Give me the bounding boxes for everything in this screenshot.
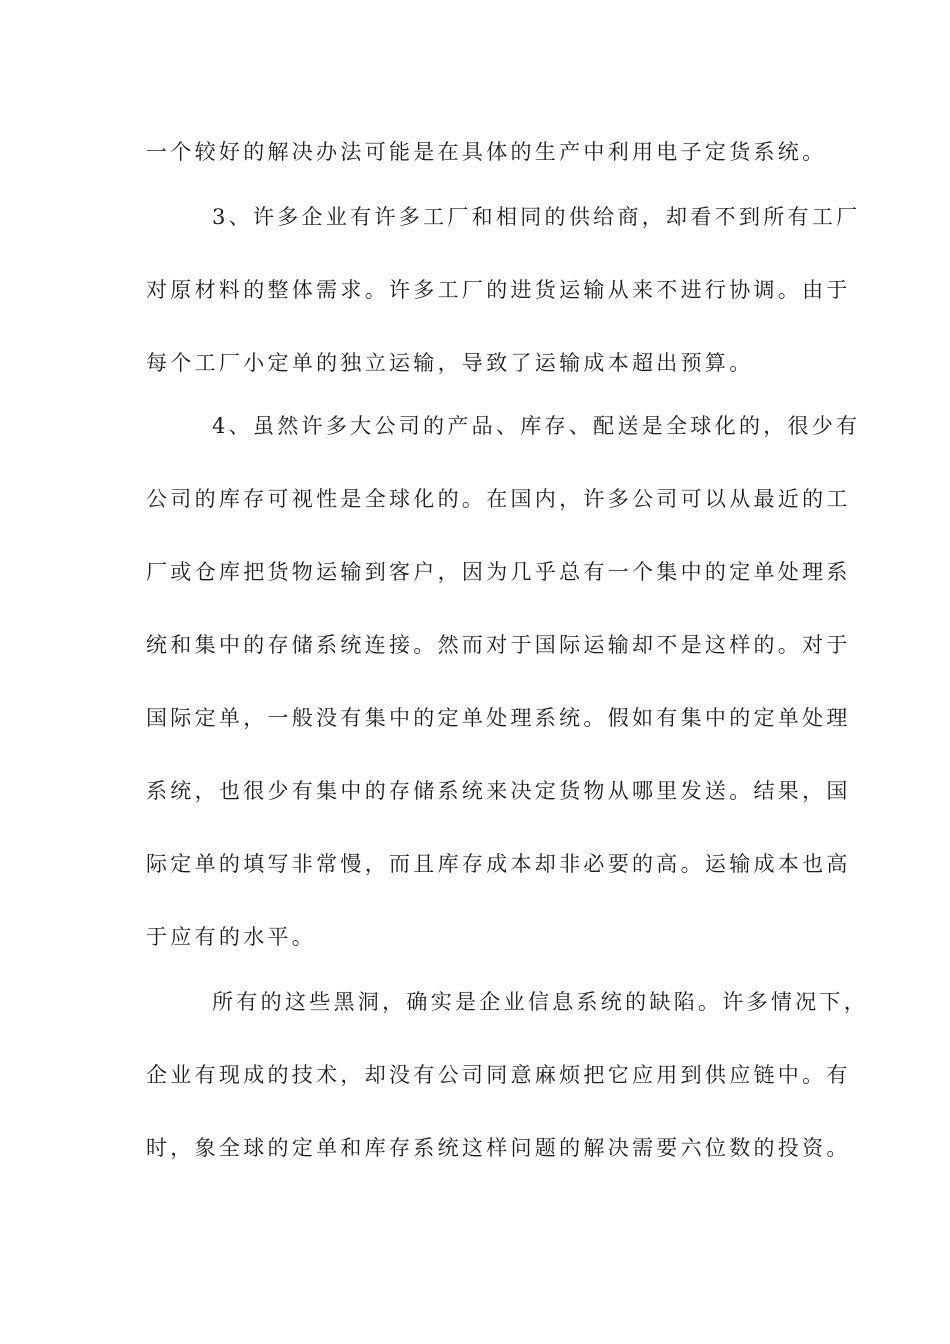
paragraph-line: 每个工厂小定单的独立运输，导致了运输成本超出预算。 — [146, 351, 754, 375]
paragraph-line: 一个较好的解决办法可能是在具体的生产中利用电子定货系统。 — [146, 140, 827, 164]
paragraph-line: 3、许多企业有许多工厂和相同的供给商，却看不到所有工厂 — [212, 205, 861, 229]
paragraph-line: 时，象全球的定单和库存系统这样问题的解决需要六位数的投资。 — [146, 1136, 851, 1160]
paragraph-line: 于应有的水平。 — [146, 925, 317, 949]
paragraph-line: 对原材料的整体需求。许多工厂的进货运输从来不进行协调。由于 — [146, 278, 851, 302]
paragraph-line: 国际定单，一般没有集中的定单处理系统。假如有集中的定单处理 — [146, 706, 851, 730]
paragraph-line: 企业有现成的技术，却没有公司同意麻烦把它应用到供应链中。有 — [146, 1063, 851, 1087]
paragraph-line: 厂或仓库把货物运输到客户，因为几乎总有一个集中的定单处理系 — [146, 560, 851, 584]
paragraph-line: 公司的库存可视性是全球化的。在国内，许多公司可以从最近的工 — [146, 487, 851, 511]
paragraph-line: 4、虽然许多大公司的产品、库存、配送是全球化的，很少有 — [212, 414, 861, 438]
paragraph-line: 统和集中的存储系统连接。然而对于国际运输却不是这样的。对于 — [146, 633, 851, 657]
paragraph-line: 所有的这些黑洞，确实是企业信息系统的缺陷。许多情况下， — [212, 990, 869, 1014]
paragraph-line: 际定单的填写非常慢，而且库存成本却非必要的高。运输成本也高 — [146, 852, 851, 876]
paragraph-line: 系统，也很少有集中的存储系统来决定货物从哪里发送。结果，国 — [146, 779, 851, 803]
